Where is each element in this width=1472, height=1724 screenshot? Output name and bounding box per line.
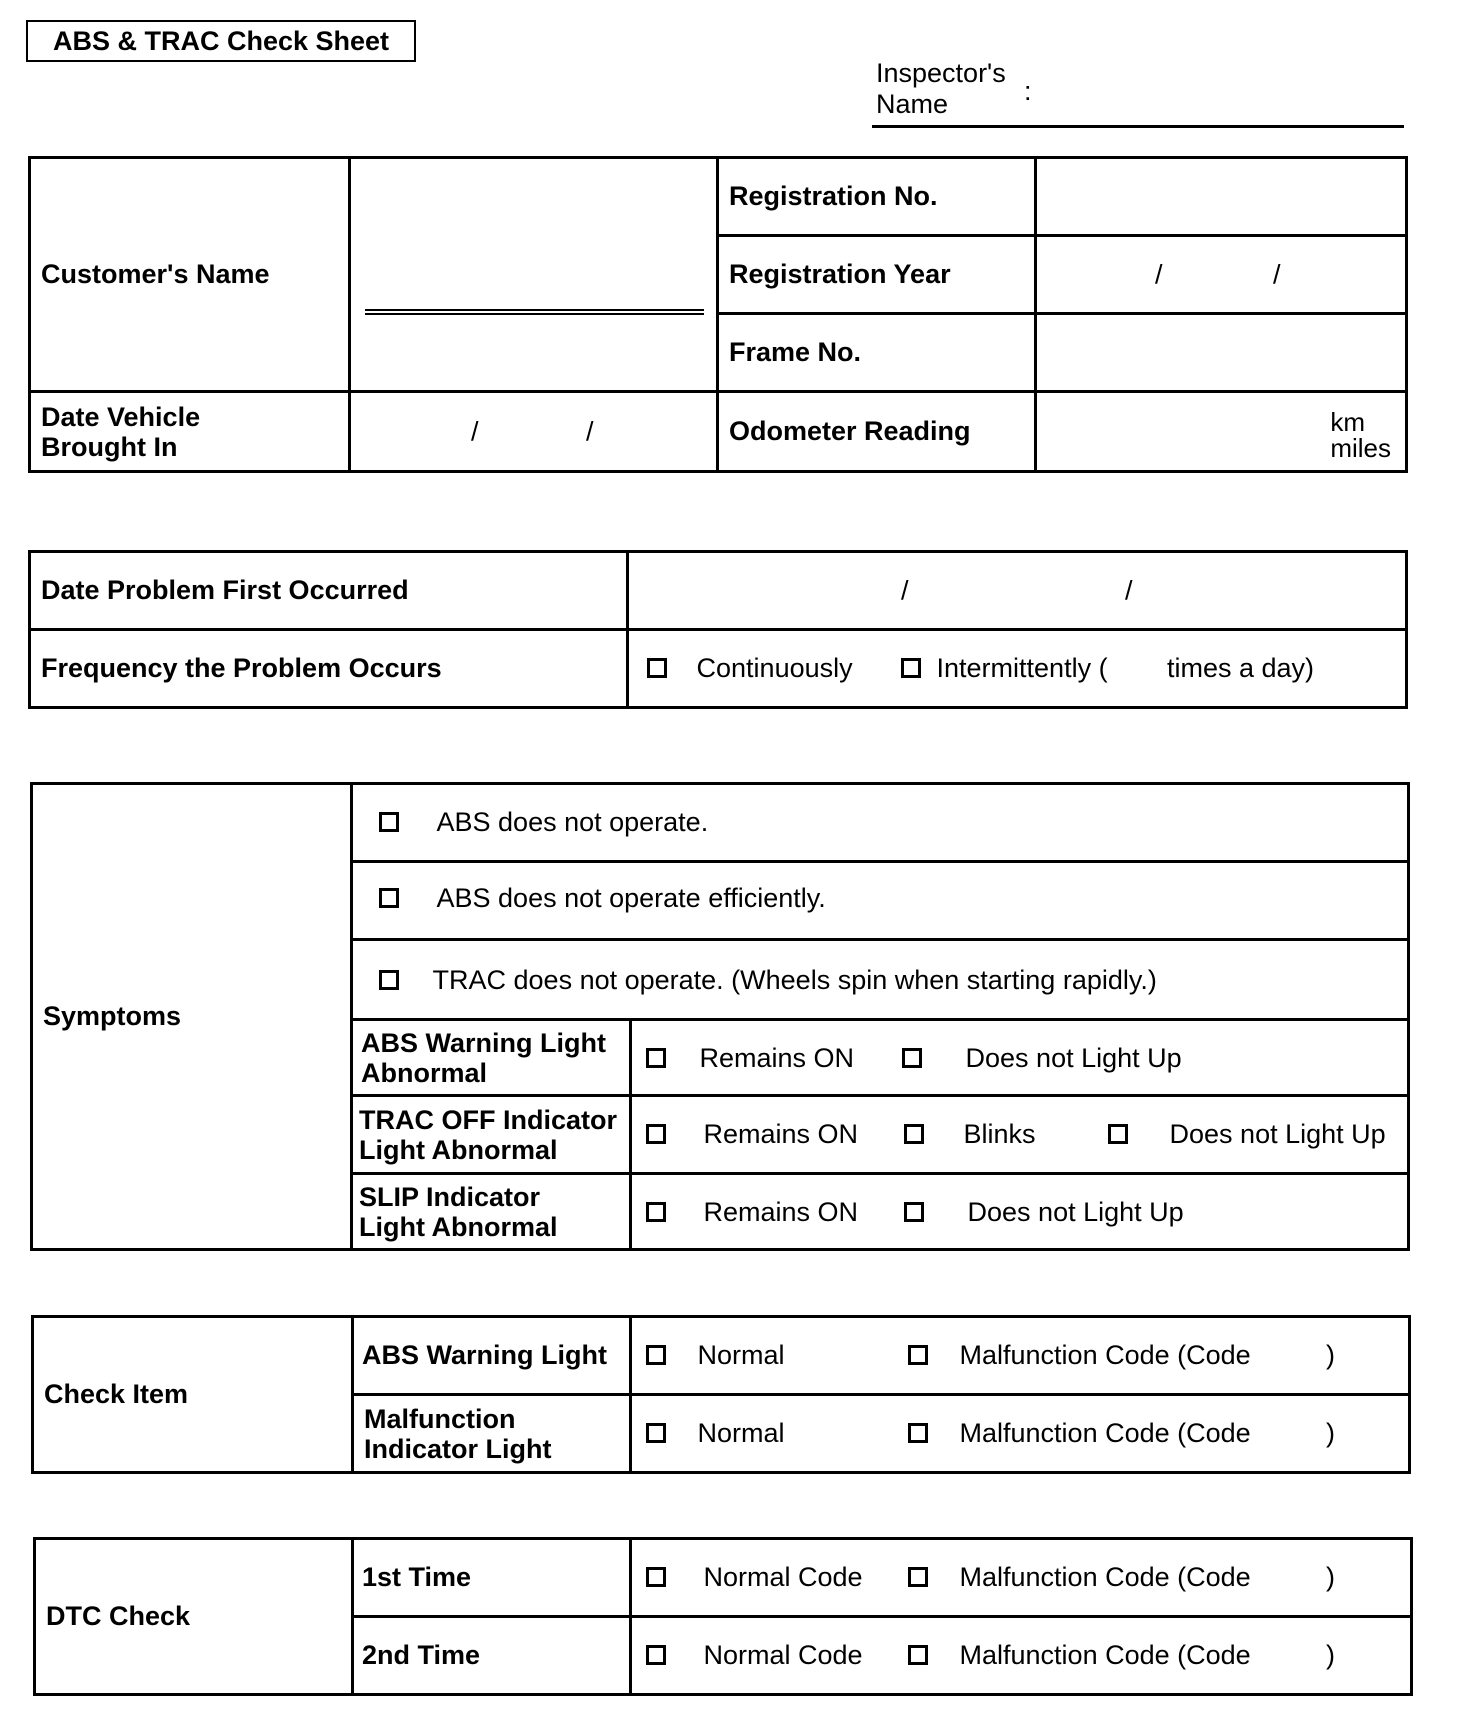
first-time-normal-code-checkbox[interactable] (646, 1567, 666, 1587)
date-first-occurred-label: Date Problem First Occurred (30, 552, 628, 630)
abs-warning-light-abnormal-label: ABS Warning Light Abnormal (352, 1020, 631, 1096)
registration-no-label: Registration No. (718, 158, 1036, 236)
frequency-label: Frequency the Problem Occurs (30, 630, 628, 708)
close-paren: ) (1326, 1562, 1335, 1592)
malfunction-code-label: Malfunction Code (Code (959, 1562, 1251, 1592)
continuously-label: Continuously (696, 653, 853, 683)
normal-label: Normal (697, 1418, 785, 1448)
customer-name-field[interactable] (350, 158, 718, 392)
abs-not-efficient-label: ABS does not operate efficiently. (436, 883, 826, 913)
check-item-label: Check Item (33, 1317, 353, 1473)
close-paren: ) (1326, 1640, 1335, 1670)
does-not-light-up-label: Does not Light Up (965, 1043, 1182, 1073)
abs-warning-light-options (631, 1020, 1409, 1096)
malfunction-code-label: Malfunction Code (Code (959, 1340, 1251, 1370)
first-time-malfunction-code-checkbox[interactable] (908, 1567, 928, 1587)
vehicle-info-table (28, 156, 1408, 473)
frame-no-field[interactable] (1036, 314, 1407, 392)
abs-not-efficient-checkbox[interactable] (379, 888, 399, 908)
abs-warning-light-label: ABS Warning Light (353, 1317, 631, 1395)
remains-on-label: Remains ON (703, 1119, 859, 1149)
trac-off-indicator-options (631, 1096, 1409, 1174)
trac-off-blinks-checkbox[interactable] (904, 1124, 924, 1144)
second-time-label: 2nd Time (353, 1617, 631, 1695)
odometer-label: Odometer Reading (718, 392, 1036, 472)
dtc-check-table (33, 1537, 1413, 1696)
frame-no-label: Frame No. (718, 314, 1036, 392)
normal-code-label: Normal Code (703, 1640, 863, 1670)
abs-light-remains-on-checkbox[interactable] (646, 1048, 666, 1068)
times-a-day-label: times a day) (1167, 653, 1315, 683)
close-paren: ) (1326, 1340, 1335, 1370)
inspector-name-field[interactable] (872, 58, 1404, 128)
check-item-table (31, 1315, 1411, 1474)
intermittently-label: Intermittently ( (936, 653, 1108, 683)
continuously-checkbox[interactable] (647, 658, 667, 678)
second-time-normal-code-checkbox[interactable] (646, 1645, 666, 1665)
date-separator: / (901, 575, 909, 605)
frequency-options (628, 630, 1407, 708)
customer-name-label: Customer's Name (30, 158, 350, 392)
remains-on-label: Remains ON (699, 1043, 855, 1073)
normal-label: Normal (697, 1340, 785, 1370)
normal-code-label: Normal Code (703, 1562, 863, 1592)
close-paren: ) (1326, 1418, 1335, 1448)
trac-not-operate-checkbox[interactable] (379, 970, 399, 990)
abs-not-operate-label: ABS does not operate. (436, 807, 709, 837)
mil-normal-checkbox[interactable] (646, 1423, 666, 1443)
trac-not-operate-label: TRAC does not operate. (Wheels spin when starting rapidly.) (432, 965, 1157, 995)
inspector-name-label: Inspector's Name (876, 58, 1006, 119)
problem-occurrence-table (28, 550, 1408, 709)
symptoms-label: Symptoms (32, 784, 352, 1250)
first-time-label: 1st Time (353, 1539, 631, 1617)
unit-miles: miles (1330, 433, 1391, 463)
second-time-options (631, 1617, 1412, 1695)
blinks-label: Blinks (963, 1119, 1036, 1149)
unit-km: km (1330, 407, 1365, 437)
first-time-options (631, 1539, 1412, 1617)
date-separator: / (586, 416, 594, 446)
symptom-abs-not-operate (352, 784, 1409, 862)
abs-light-malfunction-code-checkbox[interactable] (908, 1345, 928, 1365)
registration-year-field[interactable] (1036, 236, 1407, 314)
date-separator: / (1155, 259, 1163, 289)
abs-warning-light-check-options (631, 1317, 1410, 1395)
odometer-field[interactable] (1036, 392, 1407, 472)
dtc-check-label: DTC Check (35, 1539, 353, 1695)
remains-on-label: Remains ON (703, 1197, 859, 1227)
malfunction-code-label: Malfunction Code (Code (959, 1418, 1251, 1448)
symptom-trac-not-operate (352, 940, 1409, 1020)
abs-light-normal-checkbox[interactable] (646, 1345, 666, 1365)
date-first-occurred-field[interactable] (628, 552, 1407, 630)
mil-malfunction-code-checkbox[interactable] (908, 1423, 928, 1443)
trac-off-remains-on-checkbox[interactable] (646, 1124, 666, 1144)
date-separator: / (1273, 259, 1281, 289)
slip-remains-on-checkbox[interactable] (646, 1202, 666, 1222)
inspector-colon: : (1024, 76, 1032, 106)
trac-off-indicator-abnormal-label: TRAC OFF Indicator Light Abnormal (352, 1096, 631, 1174)
malfunction-code-label: Malfunction Code (Code (959, 1640, 1251, 1670)
customer-name-underline (365, 309, 704, 315)
trac-off-does-not-light-up-checkbox[interactable] (1108, 1124, 1128, 1144)
does-not-light-up-label: Does not Light Up (967, 1197, 1184, 1227)
mil-check-options (631, 1395, 1410, 1473)
date-brought-in-label: Date Vehicle Brought In (30, 392, 350, 472)
slip-does-not-light-up-checkbox[interactable] (904, 1202, 924, 1222)
date-brought-in-field[interactable] (350, 392, 718, 472)
abs-not-operate-checkbox[interactable] (379, 812, 399, 832)
does-not-light-up-label: Does not Light Up (1169, 1119, 1386, 1149)
second-time-malfunction-code-checkbox[interactable] (908, 1645, 928, 1665)
sheet-title: ABS & TRAC Check Sheet (26, 20, 416, 62)
registration-no-field[interactable] (1036, 158, 1407, 236)
slip-indicator-abnormal-label: SLIP Indicator Light Abnormal (352, 1174, 631, 1250)
intermittently-checkbox[interactable] (901, 658, 921, 678)
symptom-abs-not-efficient (352, 862, 1409, 940)
date-separator: / (1125, 575, 1133, 605)
slip-indicator-options (631, 1174, 1409, 1250)
symptoms-table (30, 782, 1410, 1251)
date-separator: / (471, 416, 479, 446)
malfunction-indicator-light-label: Malfunction Indicator Light (353, 1395, 631, 1473)
registration-year-label: Registration Year (718, 236, 1036, 314)
abs-light-does-not-light-up-checkbox[interactable] (902, 1048, 922, 1068)
